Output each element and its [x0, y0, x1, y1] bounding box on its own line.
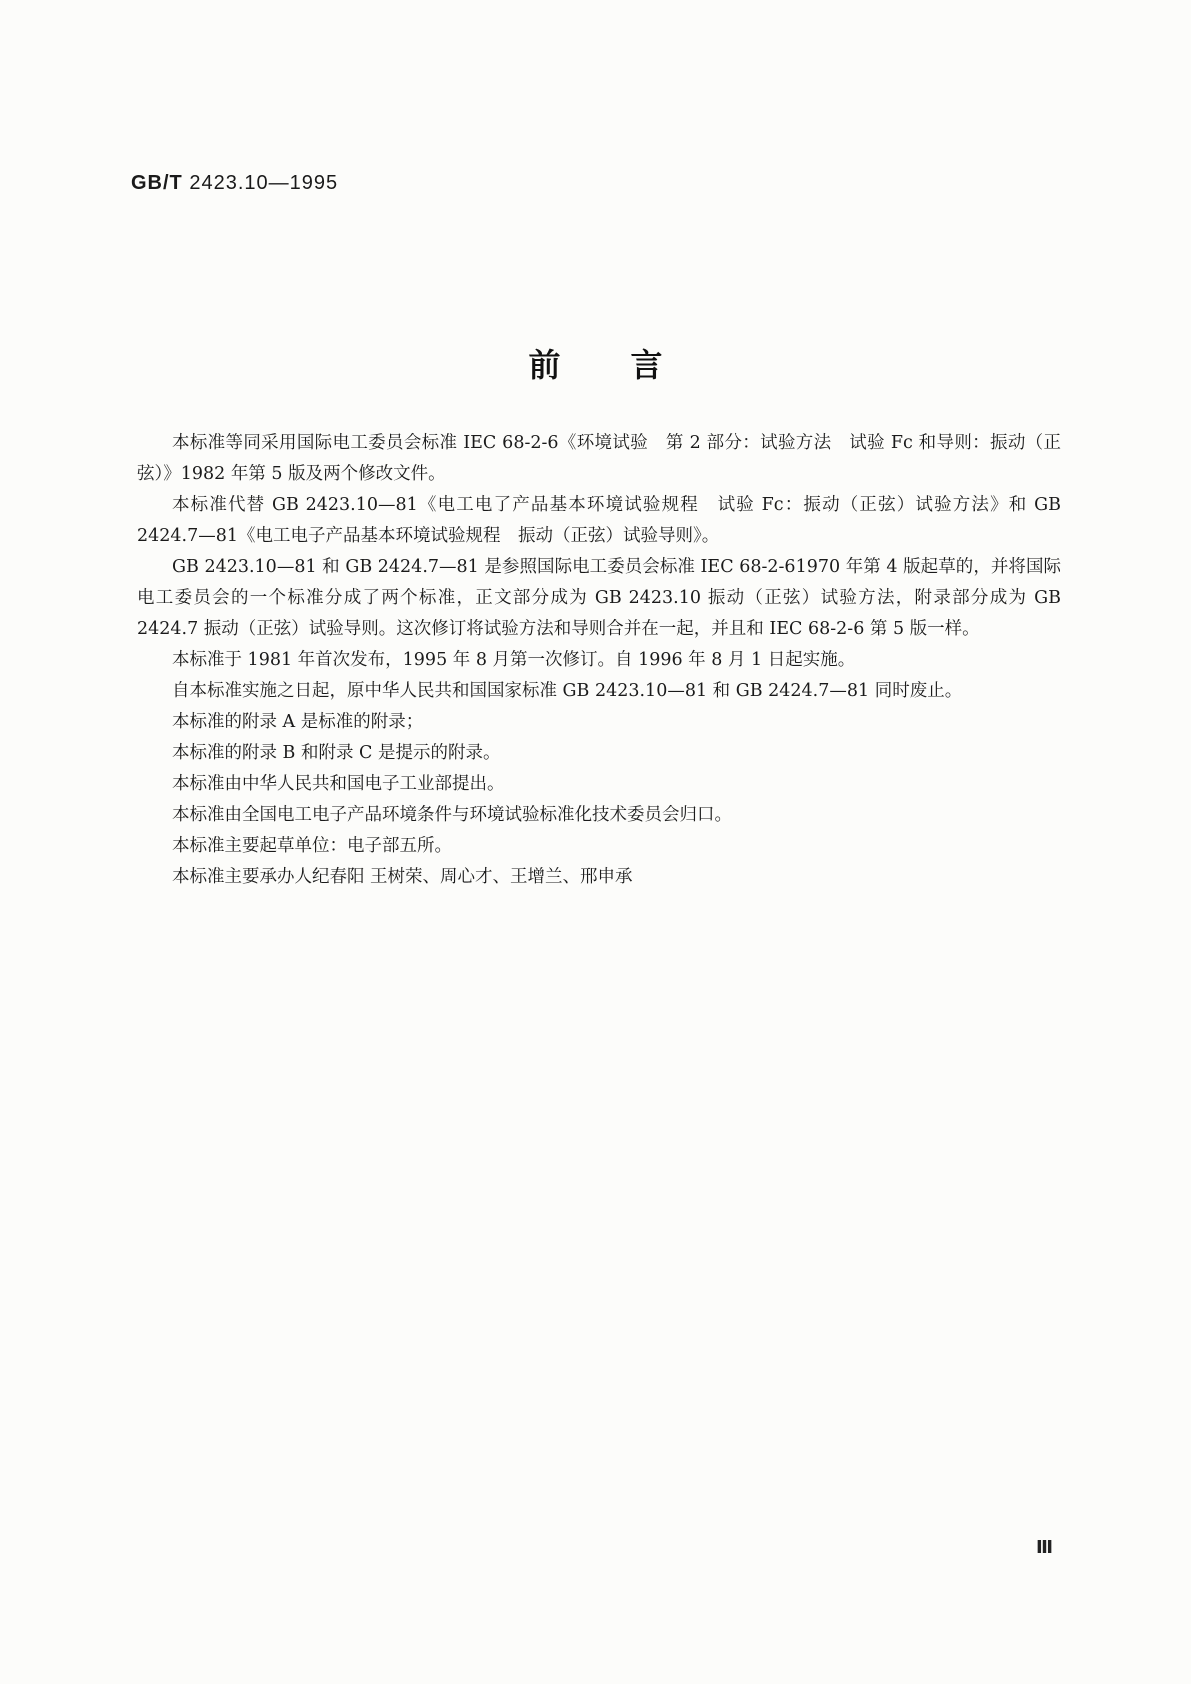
paragraph: 本标准由全国电工电子产品环境条件与环境试验标准化技术委员会归口。 — [172, 805, 732, 825]
paragraph: 本标准等同采用国际电工委员会标准 IEC 68-2-6《环境试验 第 2 部分：试验方法 试验 Fc 和导则：振动（正弦）》1982 年第 5 版及两个修改文件。 — [137, 433, 1061, 484]
paragraph: 本标准由中华人民共和国电子工业部提出。 — [172, 774, 505, 794]
paragraph: 本标准的附录 A 是标准的附录； — [172, 712, 424, 732]
page-number: Ⅲ — [1036, 1537, 1054, 1557]
section-title: 前言 — [528, 346, 733, 384]
standard-number: 2423.10—1995 — [189, 172, 339, 194]
paragraph: 本标准主要起草单位：电子部五所。 — [172, 836, 452, 856]
paragraph: 本标准代替 GB 2423.10—81《电工电了产品基本环境试验规程 试验 Fc：振动（正弦）试验方法》和 GB 2424.7—81《电工电子产品基本环境试验规程 振动（正弦）试验导则》。 — [137, 495, 1061, 546]
foreword-body — [137, 428, 1061, 893]
paragraph: 本标准的附录 B 和附录 C 是提示的附录。 — [172, 743, 501, 763]
paragraph: GB 2423.10—81 和 GB 2424.7—81 是参照国际电工委员会标准 IEC 68-2-61970 年第 4 版起草的，并将国际电工委员会的一个标准分成了两个标准，正文部分成为 GB 2423.10 振动（正弦）试验方法，附录部分成为 GB 2424.7 振动（正弦）试验导则。这次修订将试验方法和导则合并在一起，并且和 IEC 68-2-6 第 5 版一样。 — [137, 557, 1061, 639]
paragraph: 本标准主要承办人纪春阳 王树荣、周心才、王增兰、邢申承 — [172, 867, 633, 887]
standard-prefix: GB/T — [131, 172, 183, 194]
paragraph: 自本标准实施之日起，原中华人民共和国国家标准 GB 2423.10—81 和 GB 2424.7—81 同时废止。 — [172, 681, 963, 701]
standard-code — [131, 172, 338, 195]
paragraph: 本标准于 1981 年首次发布，1995 年 8 月第一次修订。自 1996 年 8 月 1 日起实施。 — [172, 650, 856, 670]
